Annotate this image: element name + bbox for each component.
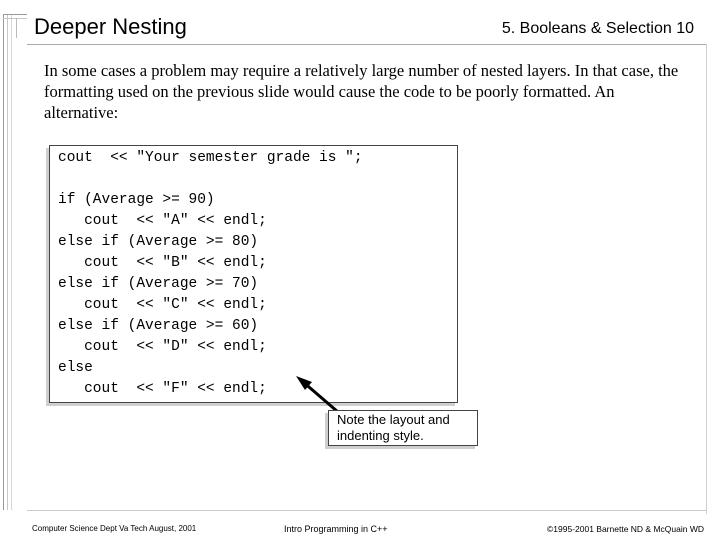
code-line: cout << "F" << endl;	[58, 381, 267, 397]
code-line: else if (Average >= 80)	[58, 234, 259, 250]
code-line: cout << "A" << endl;	[58, 213, 267, 229]
code-line: if (Average >= 90)	[58, 192, 215, 208]
code-line: else if (Average >= 60)	[58, 318, 259, 334]
footer-left: Computer Science Dept Va Tech August, 2001	[32, 524, 197, 533]
intro-paragraph: In some cases a problem may require a relatively large number of nested layers. In that case, the formatting used on the previous slide would cause the code to be poorly formatted. An alternative:	[44, 61, 679, 122]
code-line: cout << "B" << endl;	[58, 255, 267, 271]
code-line: else if (Average >= 70)	[58, 276, 259, 292]
callout-note: Note the layout and indenting style.	[328, 410, 478, 446]
code-line: cout << "C" << endl;	[58, 297, 267, 313]
code-line: else	[58, 360, 93, 376]
footer-right: ©1995-2001 Barnette ND & McQuain WD	[547, 524, 704, 534]
code-line: cout << "D" << endl;	[58, 339, 267, 355]
code-line: cout << "Your semester grade is ";	[58, 150, 363, 166]
footer-center: Intro Programming in C++	[284, 524, 388, 534]
section-label: 5. Booleans & Selection 10	[501, 20, 694, 37]
slide-title: Deeper Nesting	[34, 14, 187, 39]
